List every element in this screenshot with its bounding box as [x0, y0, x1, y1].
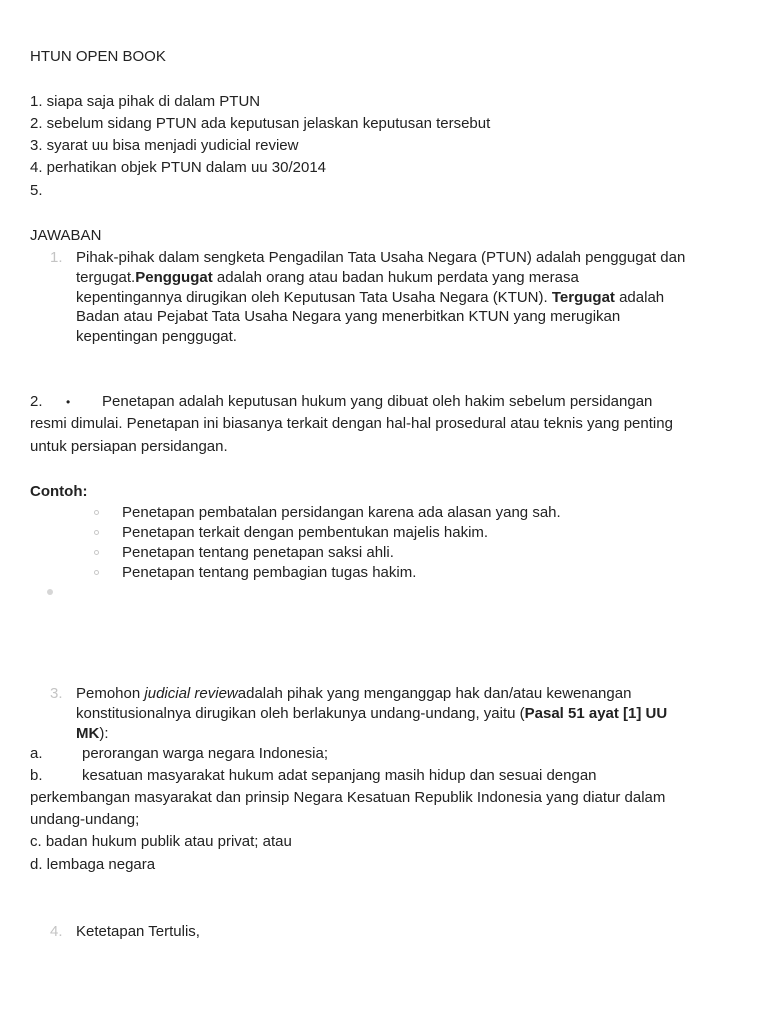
- mk-reference: MK: [76, 725, 100, 742]
- answer-1-line-4: Badan atau Pejabat Tata Usaha Negara yang menerbitkan KTUN yang merugikan: [76, 308, 621, 325]
- answer-1-text: tergugat.: [76, 269, 136, 286]
- answer-1-line-2: [76, 268, 579, 288]
- item-b-line-3: undang-undang;: [30, 811, 140, 828]
- example-item-1: Penetapan pembatalan persidangan karena ada alasan yang sah.: [122, 504, 561, 521]
- answer-2-number: 2.: [30, 393, 43, 410]
- answer-1-line-1: Pihak-pihak dalam sengketa Pengadilan Tata Usaha Negara (PTUN) adalah penggugat dan: [76, 249, 686, 266]
- answer-3-line-2: [76, 704, 667, 724]
- question-5: 5.: [30, 182, 43, 199]
- pasal-reference: Pasal 51 ayat [1] UU: [524, 705, 668, 722]
- item-a-label: a.: [30, 745, 43, 762]
- example-item-2: Penetapan terkait dengan pembentukan majelis hakim.: [122, 524, 489, 541]
- answer-3-number: 3.: [50, 685, 63, 702]
- answer-1-line-3: [76, 288, 664, 308]
- question-1: 1. siapa saja pihak di dalam PTUN: [30, 93, 261, 110]
- document-title: HTUN OPEN BOOK: [30, 48, 166, 65]
- question-2: 2. sebelum sidang PTUN ada keputusan jelaskan keputusan tersebut: [30, 115, 491, 132]
- answer-1-text: adalah: [614, 289, 665, 306]
- answer-2-bullet: •: [66, 395, 71, 409]
- answer-2-line-3: untuk persiapan persidangan.: [30, 438, 228, 455]
- answer-3-text: konstitusionalnya dirugikan oleh berlakunya undang-undang, yaitu (: [76, 705, 525, 722]
- circle-bullet-icon: [94, 550, 99, 555]
- circle-bullet-icon: [94, 570, 99, 575]
- answer-3-text: ):: [99, 725, 109, 742]
- answer-2-line-1: Penetapan adalah keputusan hukum yang dibuat oleh hakim sebelum persidangan: [102, 393, 653, 410]
- item-a-text: perorangan warga negara Indonesia;: [82, 745, 329, 762]
- example-heading: Contoh:: [30, 483, 88, 500]
- circle-bullet-icon: [94, 530, 99, 535]
- answer-3-line-3: [76, 724, 109, 744]
- answer-1-text: adalah orang atau badan hukum perdata yang merasa: [212, 269, 579, 286]
- answer-3-text: Pemohon: [76, 685, 145, 702]
- judicial-review-term: judicial review: [144, 685, 238, 702]
- answer-1-number: 1.: [50, 249, 63, 266]
- answer-1-text: kepentingannya dirugikan oleh Keputusan Tata Usaha Negara (KTUN).: [76, 289, 552, 306]
- item-d: d. lembaga negara: [30, 856, 156, 873]
- item-c: c. badan hukum publik atau privat; atau: [30, 833, 292, 850]
- tergugat-term: Tergugat: [551, 289, 615, 306]
- answer-2-line-2: resmi dimulai. Penetapan ini biasanya terkait dengan hal-hal prosedural atau teknis yang penting: [30, 415, 673, 432]
- example-item-4: Penetapan tentang pembagian tugas hakim.: [122, 564, 417, 581]
- answer-3-text: adalah pihak yang menganggap hak dan/atau kewenangan: [237, 685, 632, 702]
- answer-4-text: Ketetapan Tertulis,: [76, 923, 200, 940]
- item-b-line-2: perkembangan masyarakat dan prinsip Negara Kesatuan Republik Indonesia yang diatur dalam: [30, 789, 666, 806]
- answer-heading: JAWABAN: [30, 227, 102, 244]
- answer-3-line-1: [76, 684, 631, 704]
- question-3: 3. syarat uu bisa menjadi yudicial review: [30, 137, 299, 154]
- question-4: 4. perhatikan objek PTUN dalam uu 30/2014: [30, 159, 327, 176]
- item-b-text: kesatuan masyarakat hukum adat sepanjang masih hidup dan sesuai dengan: [82, 767, 597, 784]
- item-b-label: b.: [30, 767, 43, 784]
- empty-bullet-icon: [47, 589, 53, 595]
- answer-1-line-5: kepentingan penggugat.: [76, 328, 237, 345]
- answer-4-number: 4.: [50, 923, 63, 940]
- circle-bullet-icon: [94, 510, 99, 515]
- penggugat-term: Penggugat: [135, 269, 213, 286]
- example-item-3: Penetapan tentang penetapan saksi ahli.: [122, 544, 394, 561]
